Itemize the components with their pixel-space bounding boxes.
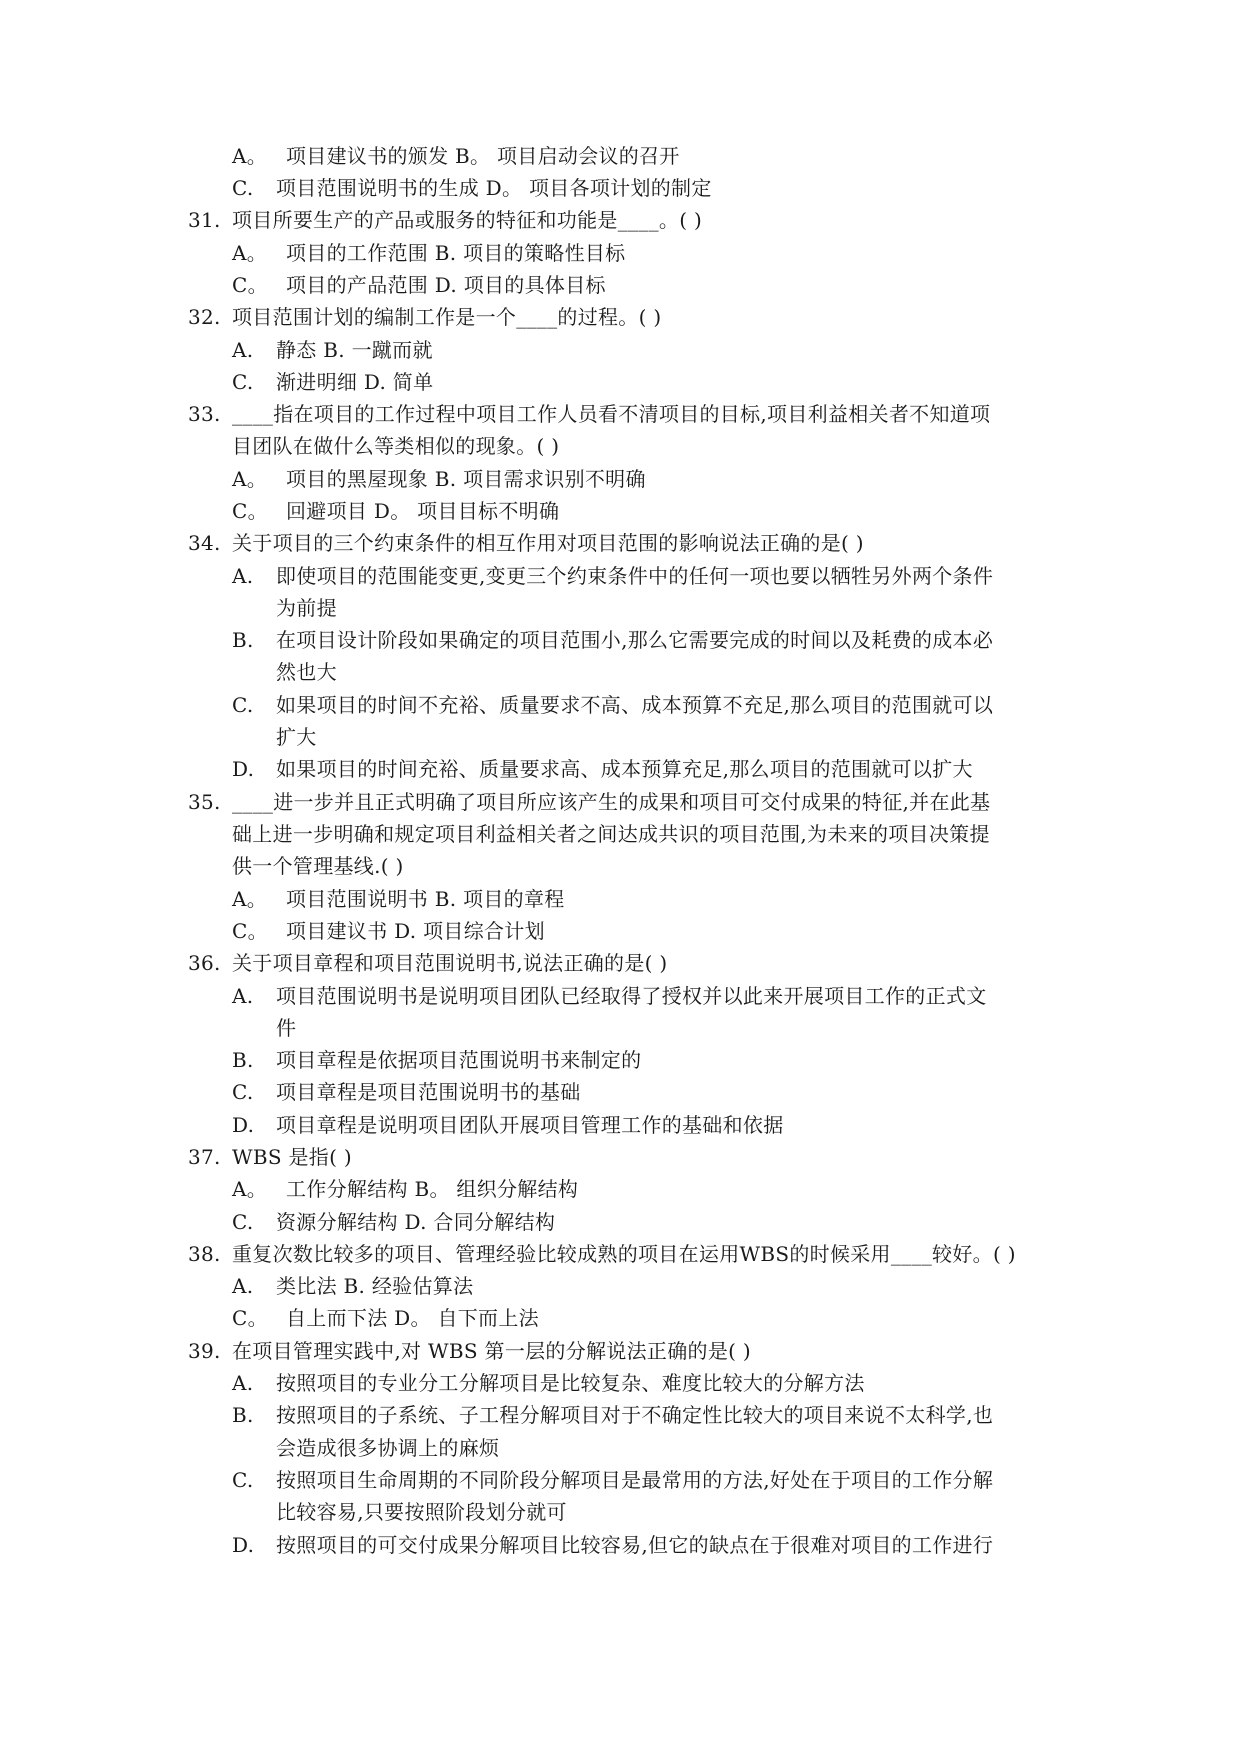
question-line — [0, 951, 1241, 975]
option-letter: C. — [232, 1210, 254, 1234]
option-text: 按照项目生命周期的不同阶段分解项目是最常用的方法,好处在于项目的工作分解 — [276, 1468, 994, 1492]
option-text: 资源分解结构 D. 合同分解结构 — [276, 1210, 556, 1234]
option-text: 项目范围说明书 B. 项目的章程 — [286, 887, 565, 911]
option-letter: A. — [232, 984, 254, 1008]
option-letter: C。 — [232, 919, 268, 943]
question-line — [0, 531, 1241, 555]
option-text: 自上而下法 D。 自下而上法 — [286, 1306, 539, 1330]
option-letter: C。 — [232, 273, 268, 297]
option-text: 为前提 — [276, 596, 337, 620]
option-text: 项目的黑屋现象 B. 项目需求识别不明确 — [286, 467, 646, 491]
question-number: 32. — [188, 305, 221, 329]
option-continuation — [0, 1436, 1241, 1460]
option-line — [0, 1210, 1241, 1234]
question-text: 项目范围计划的编制工作是一个____的过程。( ) — [232, 305, 662, 329]
option-letter: A。 — [232, 241, 268, 265]
option-line — [0, 1403, 1241, 1427]
question-number: 37. — [188, 1145, 221, 1169]
question-text: 供一个管理基线.( ) — [232, 854, 404, 878]
option-letter: A。 — [232, 1177, 268, 1201]
option-text: 如果项目的时间充裕、质量要求高、成本预算充足,那么项目的范围就可以扩大 — [276, 757, 973, 781]
option-continuation — [0, 596, 1241, 620]
question-line — [0, 1145, 1241, 1169]
option-text: 静态 B. 一蹴而就 — [276, 338, 433, 362]
question-text: ____指在项目的工作过程中项目工作人员看不清项目的目标,项目利益相关者不知道项 — [232, 402, 991, 426]
option-text: 工作分解结构 B。 组织分解结构 — [286, 1177, 579, 1201]
option-text: 项目范围说明书的生成 D。 项目各项计划的制定 — [276, 176, 712, 200]
option-text: 件 — [276, 1016, 297, 1040]
question-number: 38. — [188, 1242, 221, 1266]
option-text: 按照项目的子系统、子工程分解项目对于不确定性比较大的项目来说不太科学,也 — [276, 1403, 994, 1427]
option-letter: A. — [232, 1371, 254, 1395]
question-text: WBS 是指( ) — [232, 1145, 352, 1169]
option-letter: A。 — [232, 887, 268, 911]
question-line — [0, 1339, 1241, 1363]
option-letter: B. — [232, 628, 254, 652]
question-number: 34. — [188, 531, 221, 555]
option-letter: B. — [232, 1048, 254, 1072]
option-text: 项目章程是项目范围说明书的基础 — [276, 1080, 581, 1104]
option-letter: B. — [232, 1403, 254, 1427]
option-text: 项目章程是依据项目范围说明书来制定的 — [276, 1048, 642, 1072]
option-line — [0, 1177, 1241, 1201]
question-number: 35. — [188, 790, 221, 814]
question-text: 在项目管理实践中,对 WBS 第一层的分解说法正确的是( ) — [232, 1339, 751, 1363]
option-line — [0, 919, 1241, 943]
option-line — [0, 1048, 1241, 1072]
option-line — [0, 176, 1241, 200]
question-continuation — [0, 434, 1241, 458]
option-letter: A。 — [232, 467, 268, 491]
question-text: 关于项目章程和项目范围说明书,说法正确的是( ) — [232, 951, 668, 975]
question-text: 项目所要生产的产品或服务的特征和功能是____。( ) — [232, 208, 703, 232]
question-text: 关于项目的三个约束条件的相互作用对项目范围的影响说法正确的是( ) — [232, 531, 864, 555]
option-line — [0, 1468, 1241, 1492]
option-text: 按照项目的专业分工分解项目是比较复杂、难度比较大的分解方法 — [276, 1371, 865, 1395]
option-letter: D. — [232, 757, 255, 781]
option-text: 项目建议书 D. 项目综合计划 — [286, 919, 545, 943]
option-text: 项目的工作范围 B. 项目的策略性目标 — [286, 241, 626, 265]
option-continuation — [0, 660, 1241, 684]
option-line — [0, 757, 1241, 781]
question-number: 31. — [188, 208, 221, 232]
option-text: 即使项目的范围能变更,变更三个约束条件中的任何一项也要以牺牲另外两个条件 — [276, 564, 994, 588]
option-line — [0, 984, 1241, 1008]
option-text: 项目建议书的颁发 B。 项目启动会议的召开 — [286, 144, 680, 168]
option-line — [0, 370, 1241, 394]
option-line — [0, 693, 1241, 717]
question-line — [0, 305, 1241, 329]
option-continuation — [0, 725, 1241, 749]
option-letter: A. — [232, 1274, 254, 1298]
question-text: 重复次数比较多的项目、管理经验比较成熟的项目在运用WBS的时候采用____较好。( ) — [232, 1242, 1016, 1266]
option-text: 如果项目的时间不充裕、质量要求不高、成本预算不充足,那么项目的范围就可以 — [276, 693, 994, 717]
option-letter: C。 — [232, 1306, 268, 1330]
option-line — [0, 628, 1241, 652]
option-line — [0, 887, 1241, 911]
question-number: 33. — [188, 402, 221, 426]
option-text: 然也大 — [276, 660, 337, 684]
option-text: 扩大 — [276, 725, 317, 749]
option-line — [0, 1113, 1241, 1137]
question-continuation — [0, 854, 1241, 878]
question-line — [0, 790, 1241, 814]
option-text: 会造成很多协调上的麻烦 — [276, 1436, 500, 1460]
option-text: 项目范围说明书是说明项目团队已经取得了授权并以此来开展项目工作的正式文 — [276, 984, 987, 1008]
question-number: 39. — [188, 1339, 221, 1363]
option-letter: C. — [232, 370, 254, 394]
option-text: 渐进明细 D. 简单 — [276, 370, 434, 394]
option-line — [0, 1274, 1241, 1298]
option-line — [0, 241, 1241, 265]
question-text: 础上进一步明确和规定项目利益相关者之间达成共识的项目范围,为未来的项目决策提 — [232, 822, 990, 846]
option-line — [0, 1371, 1241, 1395]
option-line — [0, 338, 1241, 362]
option-letter: A。 — [232, 144, 268, 168]
option-letter: C。 — [232, 499, 268, 523]
option-line — [0, 499, 1241, 523]
option-continuation — [0, 1016, 1241, 1040]
question-line — [0, 1242, 1241, 1266]
option-letter: C. — [232, 1080, 254, 1104]
option-letter: A. — [232, 338, 254, 362]
option-text: 在项目设计阶段如果确定的项目范围小,那么它需要完成的时间以及耗费的成本必 — [276, 628, 994, 652]
option-text: 回避项目 D。 项目目标不明确 — [286, 499, 560, 523]
question-continuation — [0, 822, 1241, 846]
question-text: ____进一步并且正式明确了项目所应该产生的成果和项目可交付成果的特征,并在此基 — [232, 790, 991, 814]
option-text: 类比法 B. 经验估算法 — [276, 1274, 474, 1298]
option-text: 比较容易,只要按照阶段划分就可 — [276, 1500, 567, 1524]
option-line — [0, 1306, 1241, 1330]
option-letter: D. — [232, 1113, 255, 1137]
option-line — [0, 564, 1241, 588]
question-text: 目团队在做什么等类相似的现象。( ) — [232, 434, 560, 458]
option-letter: C. — [232, 1468, 254, 1492]
question-line — [0, 402, 1241, 426]
option-line — [0, 467, 1241, 491]
option-letter: C. — [232, 176, 254, 200]
option-line — [0, 1080, 1241, 1104]
option-continuation — [0, 1500, 1241, 1524]
option-line — [0, 1533, 1241, 1557]
option-text: 项目章程是说明项目团队开展项目管理工作的基础和依据 — [276, 1113, 784, 1137]
question-number: 36. — [188, 951, 221, 975]
option-text: 项目的产品范围 D. 项目的具体目标 — [286, 273, 606, 297]
option-letter: D. — [232, 1533, 255, 1557]
option-letter: C. — [232, 693, 254, 717]
question-line — [0, 208, 1241, 232]
option-line — [0, 144, 1241, 168]
option-text: 按照项目的可交付成果分解项目比较容易,但它的缺点在于很难对项目的工作进行 — [276, 1533, 994, 1557]
option-line — [0, 273, 1241, 297]
option-letter: A. — [232, 564, 254, 588]
